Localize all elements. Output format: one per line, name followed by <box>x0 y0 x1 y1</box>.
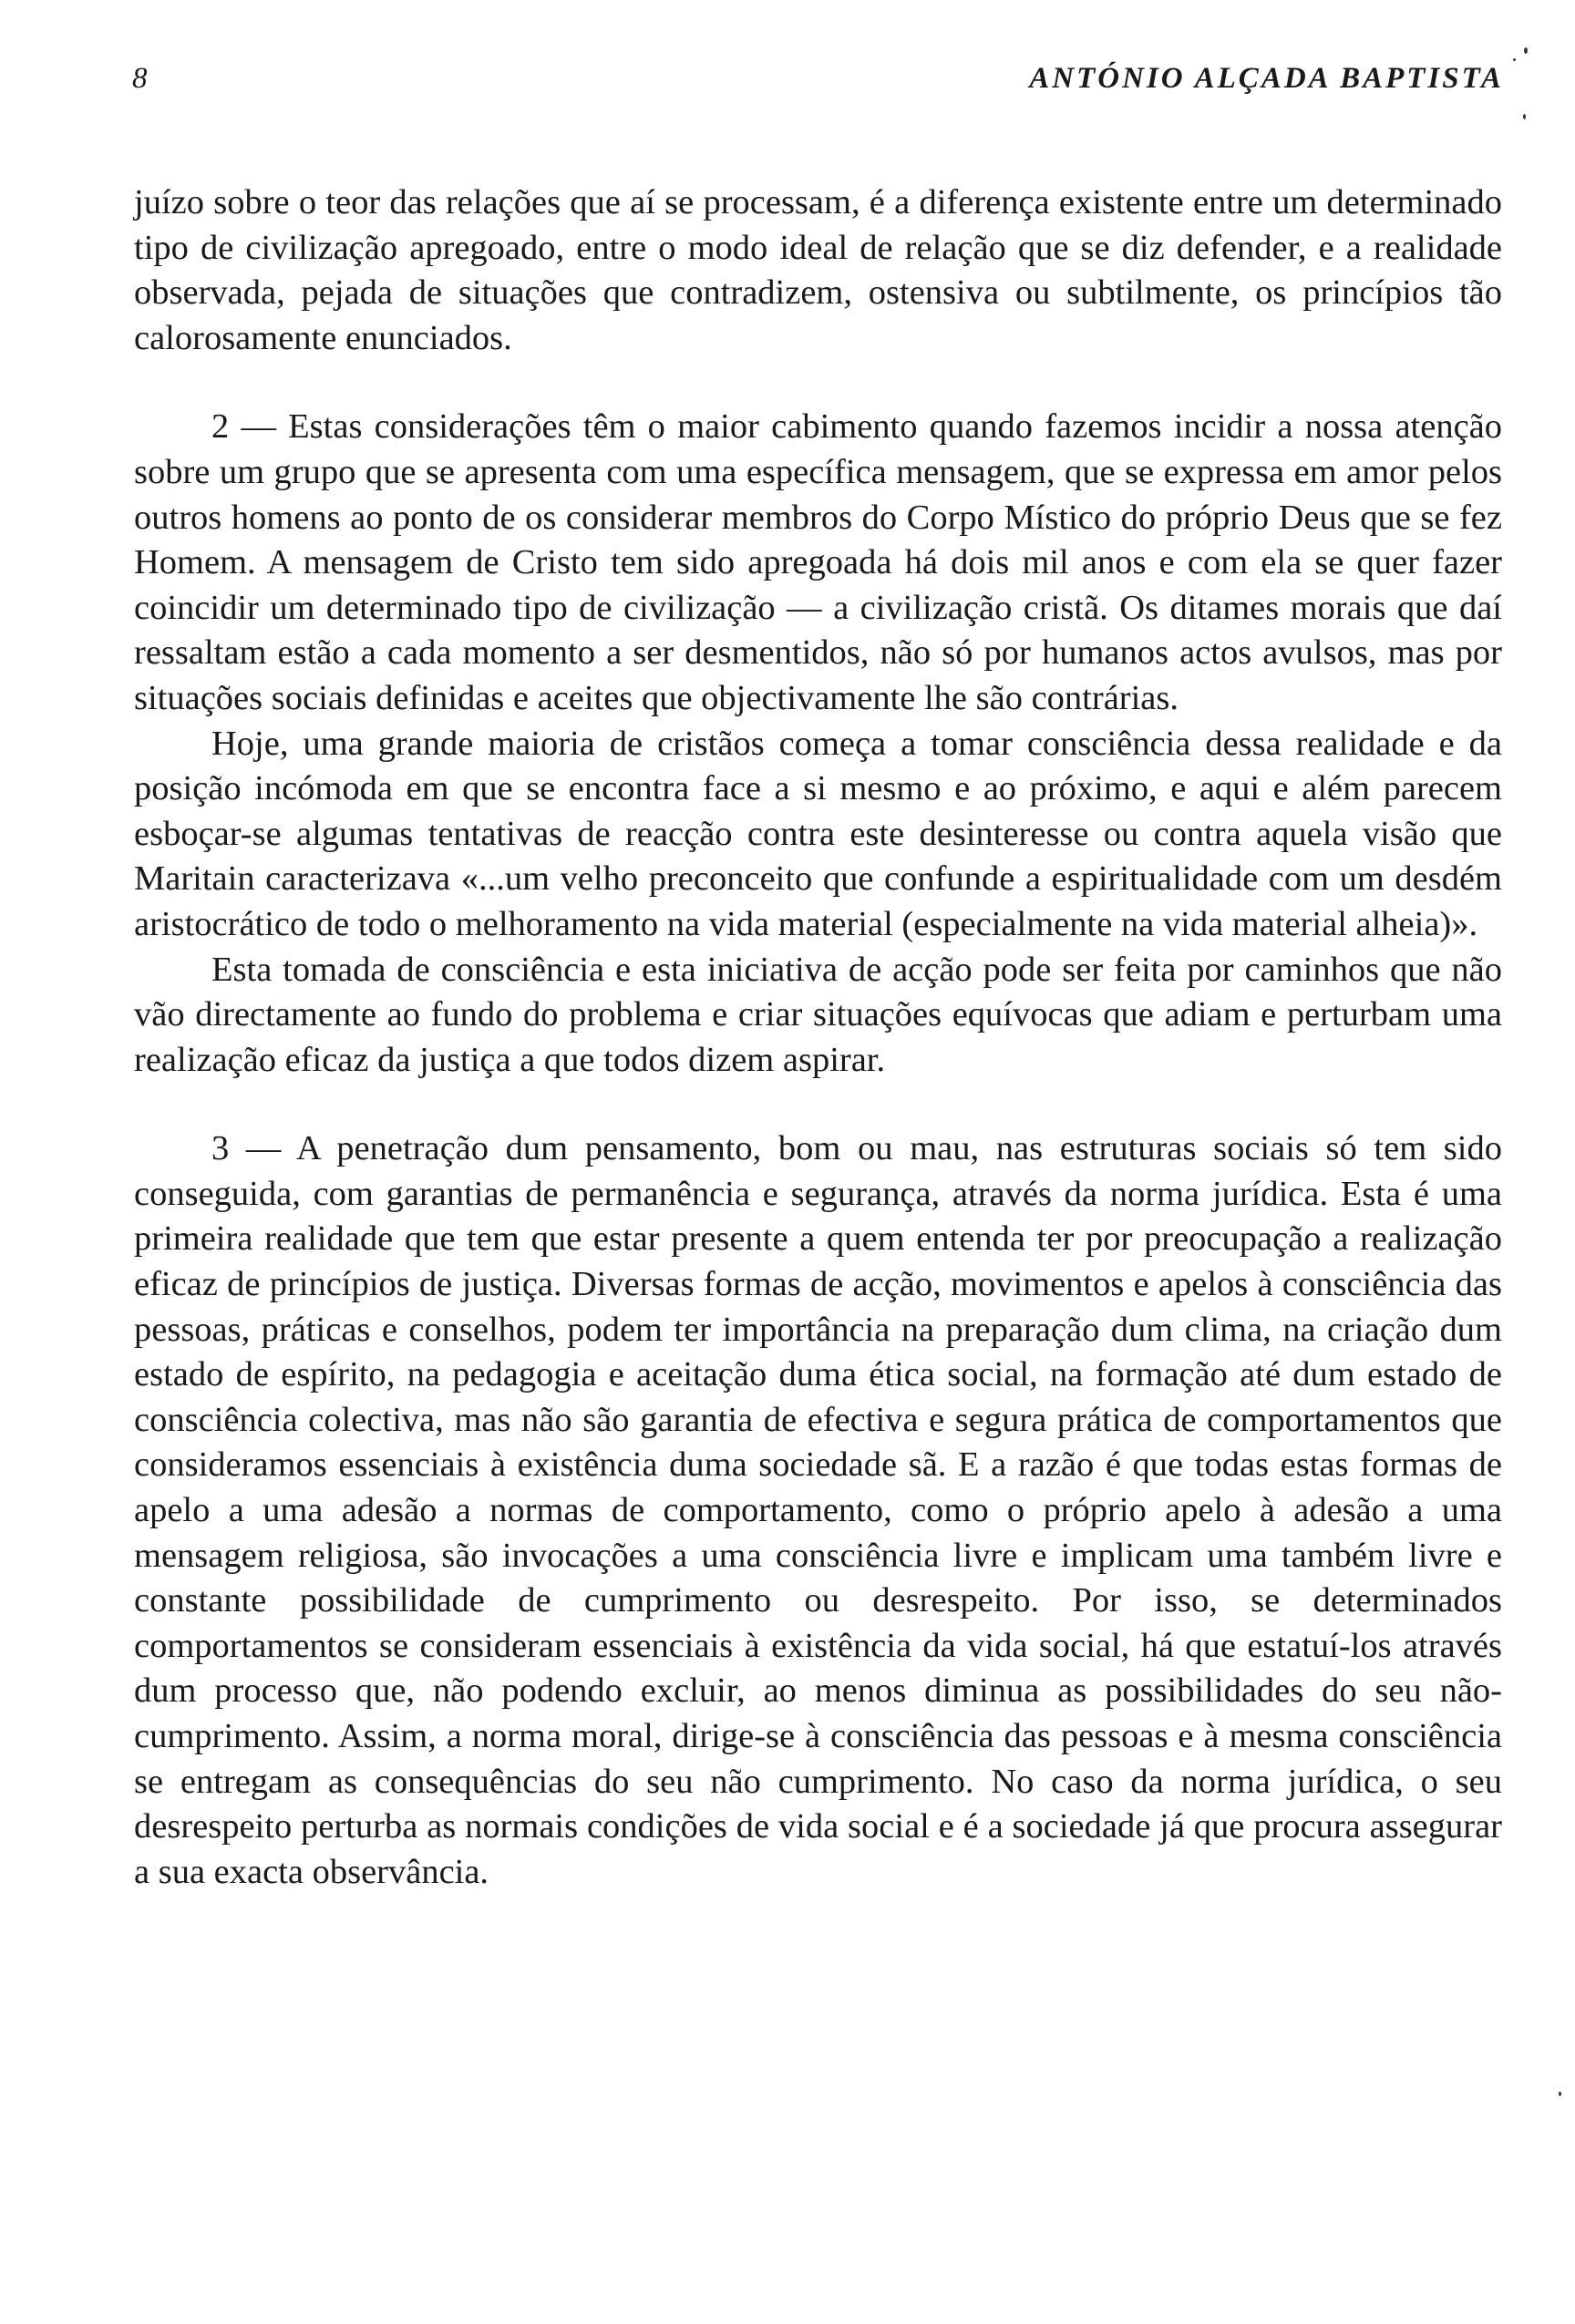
page-number: 8 <box>132 62 148 95</box>
print-speck <box>1513 58 1516 61</box>
print-speck <box>1559 2092 1561 2096</box>
paragraph-continued: juízo sobre o teor das relações que aí se processam, é a diferença existente entre um determinado tipo de civilização apregoado, entre o modo ideal de relação que se diz defender, e a realidade observada, pejada de situações que contradizem, ostensiva ou subtilmente, os princípios tão calorosamente enunciados. <box>134 183 1502 357</box>
body-text <box>134 180 1502 1895</box>
paragraph-section-3: 3 — A penetração dum pensamento, bom ou mau, nas estruturas sociais só tem sido conseguida, com garantias de permanência e segurança, através da norma jurídica. Esta é uma primeira realidade que tem que estar presente a quem entenda ter por preocupação a realização eficaz de princípios de justiça. Diversas formas de acção, movimentos e apelos à consciência das pessoas, práticas e conselhos, podem ter importância na preparação dum clima, na criação dum estado de espírito, na pedagogia e aceitação duma ética social, na formação até dum estado de consciência colectiva, mas não são garantia de efectiva e segura prática de comportamentos que consideramos essenciais à existência duma sociedade sã. E a razão é que todas estas formas de apelo a uma adesão a normas de comportamento, como o próprio apelo à adesão a uma mensagem religiosa, são invocações a uma consciência livre e implicam uma também livre e constante possibilidade de cumprimento ou desrespeito. Por isso, se determinados comportamentos se consideram essenciais à existência da vida social, há que estatuí-los através dum processo que, não podendo excluir, ao menos diminua as possibilidades do seu não-cumprimento. Assim, a norma moral, dirige-se à consciência das pessoas e à mesma consciência se entregam as consequências do seu não cumprimento. No caso da norma jurídica, o seu desrespeito perturba as normais condições de vida social e é a sociedade já que procura assegurar a sua exacta observância. <box>134 1129 1502 1891</box>
paragraph-section-2: 2 — Estas considerações têm o maior cabimento quando fazemos incidir a nossa atenção sobre um grupo que se apresenta com uma específica mensagem, que se expressa em amor pelos outros homens ao ponto de os considerar membros do Corpo Místico do próprio Deus que se fez Homem. A mensagem de Cristo tem sido apregoada há dois mil anos e com ela se quer fazer coincidir um determinado tipo de civilização — a civilização cristã. Os ditames morais que daí ressaltam estão a cada momento a ser desmentidos, não só por humanos actos avulsos, mas por situações sociais definidas e aceites que objectivamente lhe são contrárias. <box>134 407 1502 717</box>
running-head-author: ANTÓNIO ALÇADA BAPTISTA <box>1029 62 1504 95</box>
print-speck <box>1524 47 1528 54</box>
paragraph: Hoje, uma grande maioria de cristãos começa a tomar consciência dessa realidade e da posição incómoda em que se encontra face a si mesmo e ao próximo, e aqui e além parecem esboçar-se algumas tentativas de reacção contra este desinteresse ou contra aquela visão que Maritain caracterizava «...um velho preconceito que confunde a espiritualidade com um desdém aristocrático de todo o melhoramento na vida material (especialmente na vida material alheia)». <box>134 724 1502 943</box>
running-head <box>132 62 1504 108</box>
paragraph: Esta tomada de consciência e esta iniciativa de acção pode ser feita por caminhos que não vão directamente ao fundo do problema e criar situações equívocas que adiam e perturbam uma realização eficaz da justiça a que todos dizem aspirar. <box>134 950 1502 1079</box>
print-speck <box>1523 114 1526 119</box>
